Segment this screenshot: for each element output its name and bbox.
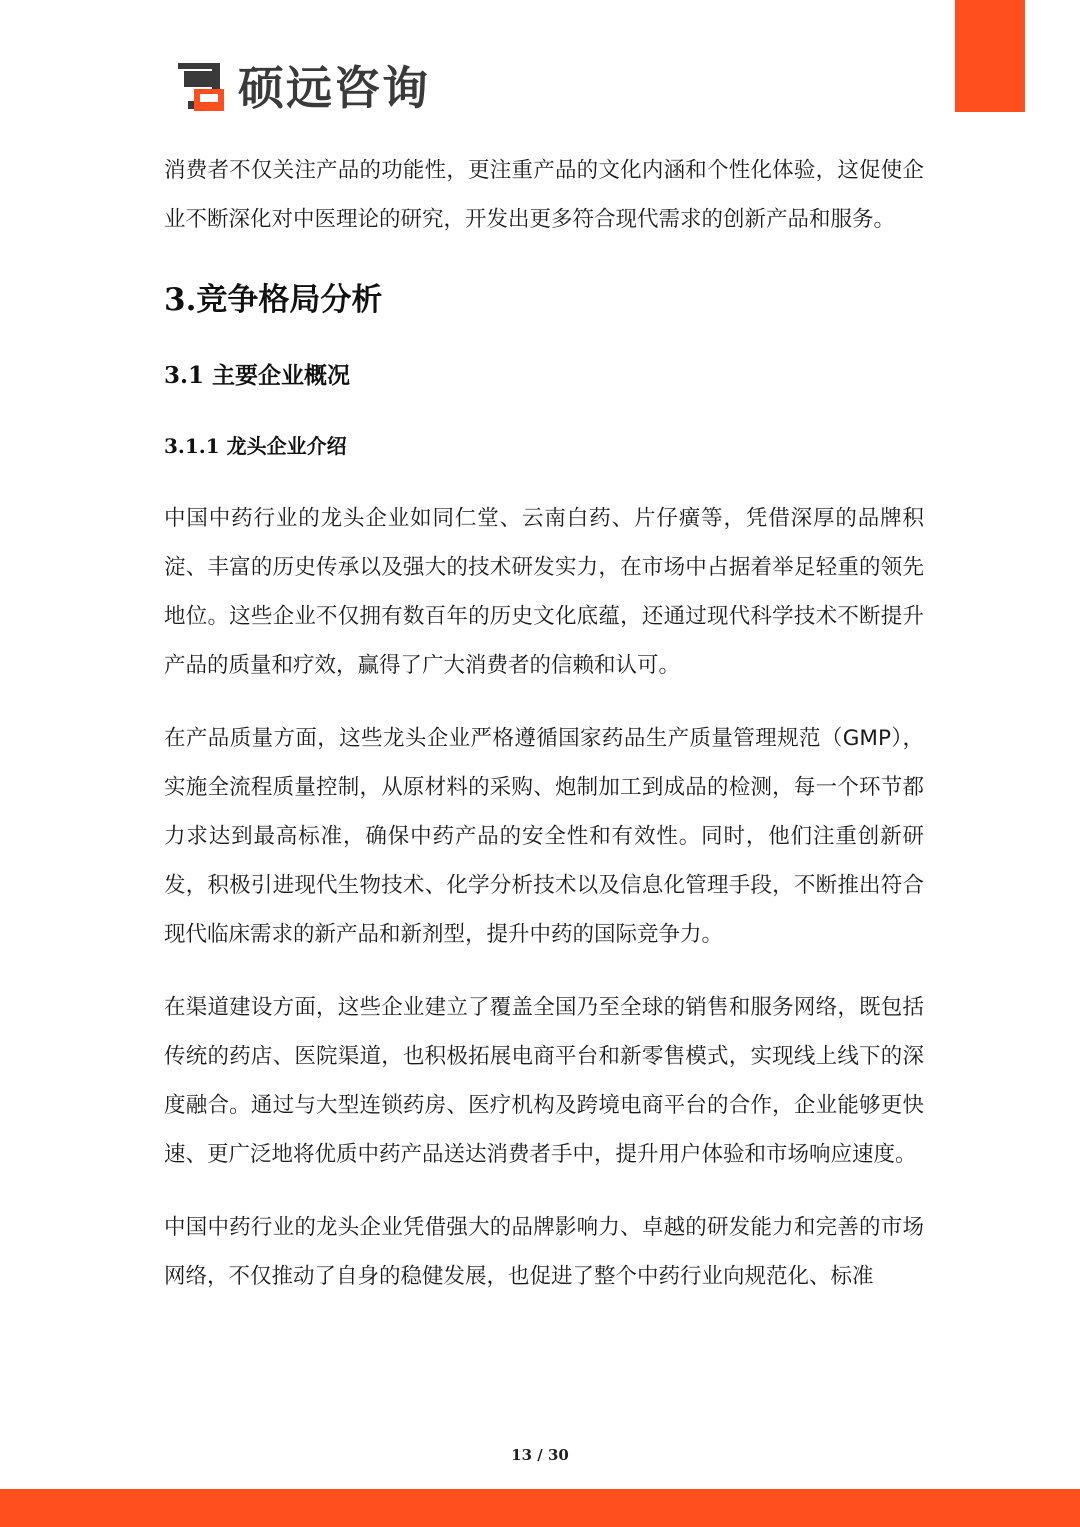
- paragraph-leading-enterprises: 中国中药行业的龙头企业如同仁堂、云南白药、片仔癀等，凭借深厚的品牌积淀、丰富的历史传承以及强大的技术研发实力，在市场中占据着举足轻重的领先地位。这些企业不仅拥有数百年的历史文化底蕴，还通过现代科学技术不断提升产品的质量和疗效，赢得了广大消费者的信赖和认可。: [164, 506, 924, 678]
- subsubsection-heading: 3.1.1 龙头企业介绍: [164, 434, 347, 458]
- paragraph-channel-building: 在渠道建设方面，这些企业建立了覆盖全国乃至全球的销售和服务网络，既包括传统的药店、医院渠道，也积极拓展电商平台和新零售模式，实现线上线下的深度融合。通过与大型连锁药房、医疗机构及跨境电商平台的合作，企业能够更快速、更广泛地将优质中药产品送达消费者手中，提升用户体验和市场响应速度。: [164, 995, 924, 1167]
- page-number: 13 / 30: [511, 1446, 569, 1464]
- intro-paragraph: 消费者不仅关注产品的功能性，更注重产品的文化内涵和个性化体验，这促使企业不断深化对中医理论的研究，开发出更多符合现代需求的创新产品和服务。: [164, 158, 924, 232]
- paragraph-product-quality: 在产品质量方面，这些龙头企业严格遵循国家药品生产质量管理规范（GMP），实施全流程质量控制，从原材料的采购、炮制加工到成品的检测，每一个环节都力求达到最高标准，确保中药产品的安全性和有效性。同时，他们注重创新研发，积极引进现代生物技术、化学分析技术以及信息化管理手段，不断推出符合现代临床需求的新产品和新剂型，提升中药的国际竞争力。: [164, 726, 924, 947]
- footer-accent-bar: [0, 1489, 1080, 1527]
- paragraph-summary: 中国中药行业的龙头企业凭借强大的品牌影响力、卓越的研发能力和完善的市场网络，不仅推动了自身的稳健发展，也促进了整个中药行业向规范化、标准: [164, 1215, 924, 1289]
- page-content: [164, 146, 924, 1301]
- brand-logo: [176, 60, 430, 116]
- corner-accent-tab: [955, 0, 1025, 112]
- subsection-heading: 3.1 主要企业概况: [164, 362, 351, 389]
- section-heading: 3.竞争格局分析: [164, 282, 383, 318]
- sy-logo-mark-icon: [176, 63, 226, 113]
- brand-name: 硕远咨询: [238, 61, 430, 115]
